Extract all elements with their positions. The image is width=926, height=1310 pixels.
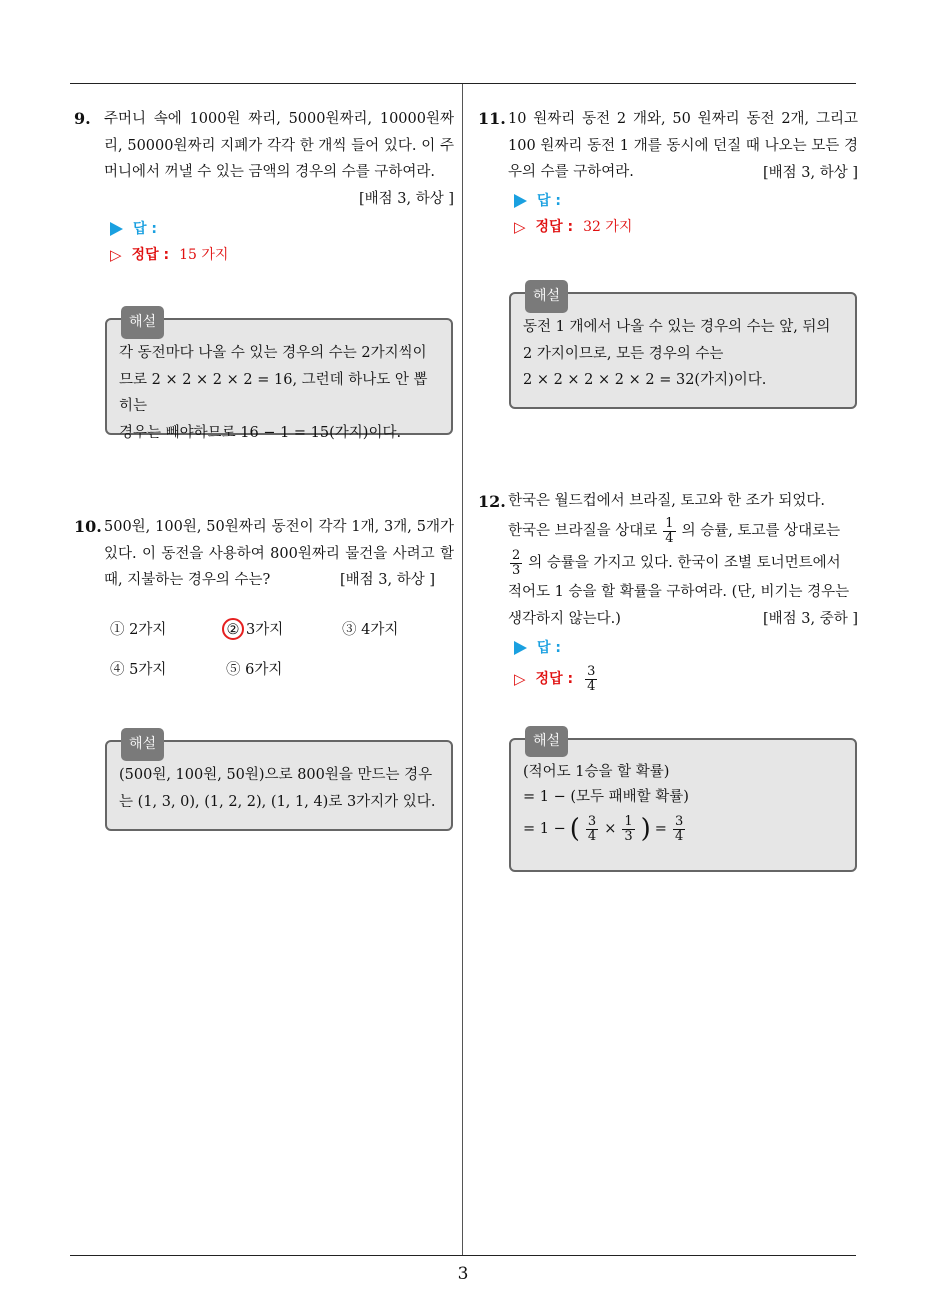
question-meta: [배점 3, 하상 ] bbox=[340, 572, 436, 588]
correct-label: 정답 : bbox=[535, 671, 574, 687]
question-number: 10. bbox=[74, 517, 102, 536]
answer-label: 답 : bbox=[133, 221, 157, 237]
fraction: $\frac{3}{4}$ bbox=[674, 813, 684, 844]
answer-label: 답 : bbox=[537, 640, 561, 656]
correct-label: 정답 : bbox=[535, 218, 574, 235]
question-text: 10 원짜리 동전 2 개와, 50 원짜리 동전 2개, 그리고 100 원짜리 동전 1 개를 동시에 던질 때 나오는 모든 경우의 수를 구하여라. bbox=[508, 111, 858, 180]
top-rule bbox=[70, 83, 856, 84]
fraction: $\frac{3}{4}$ bbox=[587, 813, 597, 844]
explanation-tag: 해설 bbox=[121, 306, 164, 339]
answer-line bbox=[514, 635, 858, 661]
explanation-tag: 해설 bbox=[121, 728, 164, 761]
bottom-rule bbox=[70, 1255, 856, 1256]
question-9 bbox=[74, 106, 454, 268]
question-text-line: 한국은 월드컵에서 브라질, 토고와 한 조가 되었다. bbox=[508, 493, 826, 509]
question-number: 11. bbox=[478, 109, 506, 128]
explanation-box-11 bbox=[509, 288, 857, 409]
selected-circle-mark: ② bbox=[222, 618, 244, 640]
explanation-box-9 bbox=[105, 314, 453, 441]
outline-triangle-icon: ▷ bbox=[514, 217, 526, 236]
explanation-line: (적어도 1승을 할 확률) bbox=[523, 764, 670, 780]
choice-1[interactable]: ① 2가지 bbox=[110, 622, 167, 638]
explanation-line: 2 × 2 × 2 × 2 × 2 = 32(가지)이다. bbox=[523, 372, 767, 388]
explanation-line: 는 (1, 3, 0), (1, 2, 2), (1, 1, 4)로 3가지가 있다. bbox=[119, 793, 436, 810]
explanation-line: 2 가지이므로, 모든 경우의 수는 bbox=[523, 345, 724, 362]
correct-value: 32 가지 bbox=[583, 218, 633, 235]
answer-line bbox=[110, 216, 454, 242]
explanation-formula: = 1 − ( $\frac{3}{4}$ × $\frac{1}{3}$ ) = $\frac{3}{4}$ bbox=[523, 813, 684, 844]
correct-answer-line bbox=[110, 242, 454, 268]
question-meta: [배점 3, 하상 ] bbox=[358, 190, 454, 207]
question-number: 9. bbox=[74, 109, 91, 128]
question-text-line: 적어도 1 승을 할 확률을 구하여라. (단, 비기는 경우는 bbox=[508, 584, 850, 600]
fraction: $\frac{1}{3}$ bbox=[624, 813, 633, 844]
question-meta: [배점 3, 하상 ] bbox=[762, 164, 858, 181]
explanation-line: = 1 − (모두 패배할 확률) bbox=[523, 789, 689, 805]
column-divider bbox=[462, 84, 463, 1256]
question-text: 500원, 100원, 50원짜리 동전이 각각 1개, 3개, 5개가 있다. 이 동전을 사용하여 800원짜리 물건을 사려고 할 때, 지불하는 경우의 수는? bbox=[104, 519, 454, 588]
explanation-line: 므로 2 × 2 × 2 × 2 = 16, 그런데 하나도 안 뽑히는 bbox=[119, 371, 428, 414]
question-12 bbox=[478, 488, 858, 697]
play-triangle-icon bbox=[514, 641, 527, 655]
question-text: 주머니 속에 1000원 짜리, 5000원짜리, 10000원짜리, 50000원짜리 지폐가 각각 한 개씩 들어 있다. 이 주머니에서 꺼낼 수 있는 금액의 경우의 수를 구하여라. bbox=[104, 111, 454, 180]
fraction: $\frac{2}{3}$ bbox=[512, 547, 521, 578]
choice-3[interactable]: ③ 4가지 bbox=[342, 622, 399, 638]
play-triangle-icon bbox=[514, 194, 527, 208]
correct-answer-line bbox=[514, 661, 858, 697]
correct-value: 15 가지 bbox=[179, 247, 229, 263]
question-text-line: $\frac{2}{3}$ 의 승률을 가지고 있다. 한국이 조별 토너먼트에서 bbox=[512, 547, 841, 578]
question-11 bbox=[478, 106, 858, 240]
choice-2[interactable]: ② 3가지 bbox=[222, 618, 283, 640]
question-text-line: 한국은 브라질을 상대로 $\frac{1}{4}$ 의 승률, 토고를 상대로는 bbox=[508, 515, 841, 546]
page-number: 3 bbox=[457, 1264, 469, 1284]
correct-answer-line bbox=[514, 214, 858, 240]
choice-4[interactable]: ④ 5가지 bbox=[110, 662, 167, 678]
explanation-line: 각 동전마다 나올 수 있는 경우의 수는 2가지씩이 bbox=[119, 345, 427, 361]
question-number: 12. bbox=[478, 492, 506, 511]
question-meta: [배점 3, 중하 ] bbox=[762, 611, 858, 627]
question-text-line: 생각하지 않는다.) [배점 3, 중하 ] bbox=[508, 606, 858, 633]
outline-triangle-icon: ▷ bbox=[514, 670, 526, 688]
explanation-tag: 해설 bbox=[525, 280, 568, 313]
explanation-line: (500원, 100원, 50원)으로 800원을 만드는 경우 bbox=[119, 767, 433, 783]
explanation-tag: 해설 bbox=[525, 726, 568, 757]
explanation-box-10 bbox=[105, 736, 453, 831]
outline-triangle-icon: ▷ bbox=[110, 246, 122, 264]
explanation-line: 경우는 빼야하므로 16 − 1 = 15(가지)이다. bbox=[119, 424, 402, 441]
fraction: $\frac{1}{4}$ bbox=[665, 515, 674, 546]
correct-fraction: $\frac{3}{4}$ bbox=[587, 663, 596, 694]
choice-5[interactable]: ⑤ 6가지 bbox=[226, 662, 283, 678]
play-triangle-icon bbox=[110, 222, 123, 236]
explanation-box-12 bbox=[509, 733, 857, 872]
answer-line bbox=[514, 188, 858, 214]
answer-label: 답 : bbox=[537, 192, 561, 209]
correct-label: 정답 : bbox=[131, 247, 170, 263]
explanation-line: 동전 1 개에서 나올 수 있는 경우의 수는 앞, 뒤의 bbox=[523, 319, 831, 335]
